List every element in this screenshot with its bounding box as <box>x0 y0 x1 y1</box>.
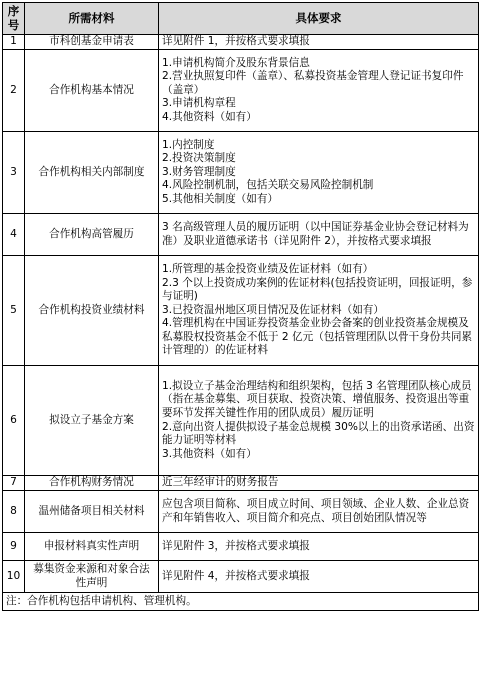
row-material: 合作机构相关内部制度 <box>25 132 159 214</box>
header-no: 序号 <box>3 3 25 35</box>
row-number: 5 <box>3 256 25 366</box>
note-row <box>3 593 479 611</box>
requirement-line: 2.3 个以上投资成功案例的佐证材料(包括投资证明，回报证明，参与证明) <box>162 276 473 303</box>
row-number: 9 <box>3 533 25 561</box>
requirement-line: 3 名高级管理人员的履历证明（以中国证券基金业协会登记材料为准）及职业道德承诺书（详见附件 2），并按格式要求填报 <box>162 220 469 247</box>
header-requirement: 具体要求 <box>159 3 479 35</box>
table-row <box>3 533 479 561</box>
row-requirement <box>159 491 479 533</box>
row-requirement <box>159 256 479 366</box>
requirement-line: 4.其他资料（如有） <box>162 110 257 123</box>
row-material: 合作机构基本情况 <box>25 50 159 132</box>
requirement-line: 3.申请机构章程 <box>162 97 236 110</box>
table-row <box>3 132 479 214</box>
table-row <box>3 50 479 132</box>
row-material: 合作机构财务情况 <box>25 476 159 491</box>
row-requirement <box>159 476 479 491</box>
requirement-line: 2.投资决策制度 <box>162 152 236 165</box>
requirement-line: 1.申请机构简介及股东背景信息 <box>162 56 310 69</box>
row-number: 1 <box>3 35 25 50</box>
requirement-line: 1.所管理的基金投资业绩及佐证材料（如有） <box>162 262 374 275</box>
row-material: 合作机构投资业绩材料 <box>25 256 159 366</box>
requirement-line: 4.风险控制机制，包括关联交易风险控制机制 <box>162 179 374 192</box>
row-number: 8 <box>3 491 25 533</box>
row-requirement <box>159 561 479 593</box>
requirement-line: 应包含项目简称、项目成立时间、项目领域、企业人数、企业总资产和年销售收入、项目简介和亮点、项目创始团队情况等 <box>162 497 470 524</box>
row-number: 4 <box>3 214 25 256</box>
requirement-line: 详见附件 4，并按格式要求填报 <box>162 569 310 582</box>
row-material: 市科创基金申请表 <box>25 35 159 50</box>
table-row <box>3 476 479 491</box>
row-number: 7 <box>3 476 25 491</box>
table-row <box>3 35 479 50</box>
row-material: 申报材料真实性声明 <box>25 533 159 561</box>
row-material: 募集资金来源和对象合法性声明 <box>25 561 159 593</box>
requirement-line: 1.拟设立子基金治理结构和组织架构，包括 3 名管理团队核心成员（指在基金募集、项目获取、投资决策、增值服务、投资退出等重要环节发挥关键性作用的团队成员）履历证明 <box>162 379 472 419</box>
requirement-line: 2.营业执照复印件（盖章）、私募投资基金管理人登记证书复印件（盖章） <box>162 70 464 96</box>
row-requirement <box>159 50 479 132</box>
row-requirement <box>159 214 479 256</box>
requirement-line: 2.意向出资人提供拟设子基金总规模 30%以上的出资承诺函、出资能力证明等材料 <box>162 420 475 447</box>
requirement-line: 近三年经审计的财务报告 <box>162 476 279 489</box>
table-note: 注：合作机构包括申请机构、管理机构。 <box>3 593 479 611</box>
requirement-line: 4.管理机构在中国证券投资基金业协会备案的创业投资基金规模及私募股权投资基金不低于 2 亿元（包括管理团队以骨干身份共同累计管理的）的佐证材料 <box>162 317 473 357</box>
row-requirement <box>159 533 479 561</box>
row-number: 6 <box>3 366 25 476</box>
requirement-line: 3.其他资料（如有） <box>162 447 257 460</box>
table-row <box>3 256 479 366</box>
row-requirement <box>159 132 479 214</box>
header-material: 所需材料 <box>25 3 159 35</box>
requirement-line: 3.财务管理制度 <box>162 165 236 178</box>
requirements-table <box>2 2 479 611</box>
row-number: 2 <box>3 50 25 132</box>
requirement-line: 详见附件 3，并按格式要求填报 <box>162 539 310 552</box>
requirement-line: 详见附件 1，并按格式要求填报 <box>162 35 310 48</box>
row-number: 10 <box>3 561 25 593</box>
requirement-line: 5.其他相关制度（如有） <box>162 192 279 205</box>
requirement-line: 3.已投资温州地区项目情况及佐证材料（如有） <box>162 303 384 316</box>
requirement-line: 1.内控制度 <box>162 138 215 151</box>
row-requirement <box>159 35 479 50</box>
row-material: 拟设立子基金方案 <box>25 366 159 476</box>
row-material: 合作机构高管履历 <box>25 214 159 256</box>
row-number: 3 <box>3 132 25 214</box>
row-material: 温州储备项目相关材料 <box>25 491 159 533</box>
table-row <box>3 366 479 476</box>
row-requirement <box>159 366 479 476</box>
table-header-row <box>3 3 479 35</box>
table-row <box>3 491 479 533</box>
table-row <box>3 214 479 256</box>
table-row <box>3 561 479 593</box>
